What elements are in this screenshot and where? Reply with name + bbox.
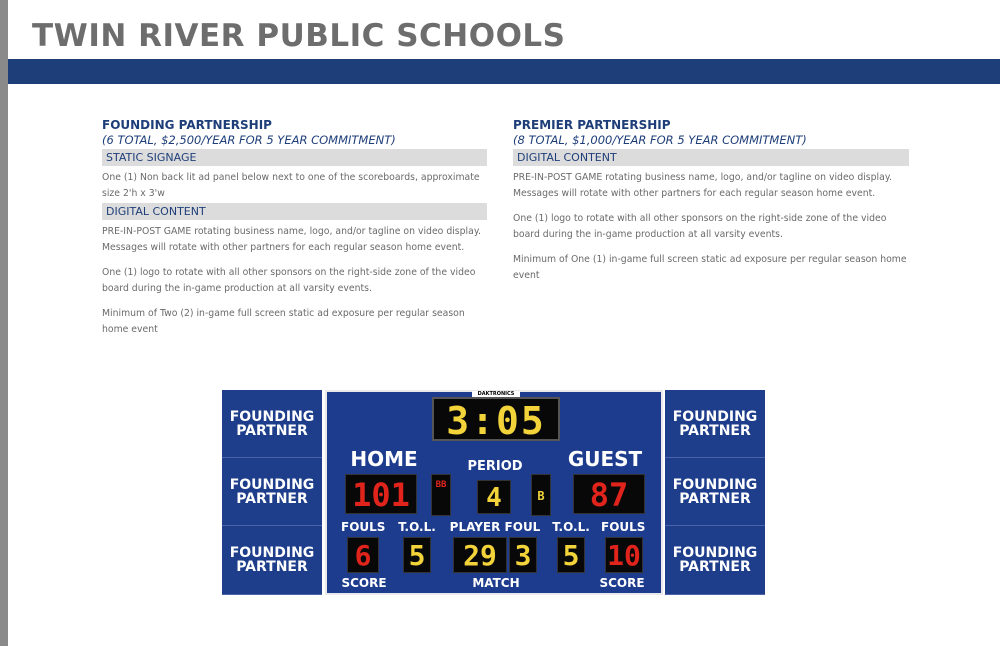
header-band	[8, 59, 1000, 84]
player-number: 29	[453, 537, 507, 573]
panel-line1: FOUNDING	[229, 476, 315, 493]
period-value: 4	[477, 480, 511, 514]
scoreboard-center	[325, 390, 663, 595]
founding-partner-panel	[665, 526, 765, 595]
static-signage-bar: STATIC SIGNAGE	[102, 149, 487, 166]
premier-digital-text-1: PRE-IN-POST GAME rotating business name, logo, and/or tagline on video display. Messages will rotate with other partners for each regular season home event.	[513, 172, 892, 199]
panel-line1: FOUNDING	[672, 545, 758, 561]
page-title: TWIN RIVER PUBLIC SCHOOLS	[32, 18, 566, 54]
founding-digital-text-3: Minimum of Two (2) in-game full screen static ad exposure per regular season home event	[102, 308, 465, 335]
panel-line2: PARTNER	[236, 490, 308, 507]
guest-fouls: 10	[605, 537, 643, 573]
home-fouls-label: FOULS	[341, 520, 386, 534]
founding-heading: FOUNDING PARTNERSHIP	[102, 118, 272, 132]
premier-digital-text-3: Minimum of One (1) in-game full screen static ad exposure per regular season home event	[513, 254, 907, 281]
panel-line2: PARTNER	[679, 559, 751, 575]
panel-line1: FOUNDING	[672, 408, 758, 425]
home-tol-label: T.O.L.	[398, 520, 436, 534]
home-tol: 5	[403, 537, 431, 573]
home-bonus: BB	[431, 474, 451, 516]
founding-section	[102, 118, 487, 337]
brand-label: DAKTRONICS	[472, 391, 520, 398]
panel-line1: FOUNDING	[672, 476, 758, 493]
founding-digital-text-2: One (1) logo to rotate with all other sponsors on the right-side zone of the video board during the in-game production at all varsity events.	[102, 267, 476, 294]
founding-partner-panel	[665, 390, 765, 458]
premier-terms: (8 TOTAL, $1,000/YEAR FOR 5 YEAR COMMITMENT)	[513, 133, 807, 147]
guest-tol-label: T.O.L.	[552, 520, 590, 534]
page	[8, 0, 1000, 646]
panel-line2: PARTNER	[236, 422, 308, 439]
home-fouls: 6	[347, 537, 379, 573]
panel-line1: FOUNDING	[229, 545, 315, 561]
founding-digital-bar: DIGITAL CONTENT	[102, 203, 487, 220]
premier-digital-text-2: One (1) logo to rotate with all other sponsors on the right-side zone of the video board during the in-game production at all varsity events.	[513, 213, 887, 240]
premier-heading: PREMIER PARTNERSHIP	[513, 118, 671, 132]
panel-line2: PARTNER	[679, 422, 751, 439]
scoreboard-illustration	[222, 390, 766, 595]
guest-label: GUEST	[567, 447, 643, 471]
player-foul-count: 3	[509, 537, 537, 573]
guest-score-label: SCORE	[599, 576, 645, 590]
premier-digital-bar: DIGITAL CONTENT	[513, 149, 909, 166]
period-label: PERIOD	[467, 459, 523, 474]
home-score: 101	[345, 474, 417, 514]
panel-line1: FOUNDING	[229, 408, 315, 425]
founding-partner-panel	[222, 526, 322, 595]
founding-terms: (6 TOTAL, $2,500/YEAR FOR 5 YEAR COMMITMENT)	[102, 133, 396, 147]
match-label: MATCH	[472, 576, 520, 590]
guest-tol: 5	[557, 537, 585, 573]
guest-fouls-label: FOULS	[601, 520, 646, 534]
founding-digital-text-1: PRE-IN-POST GAME rotating business name, logo, and/or tagline on video display. Messages will rotate with other partners for each regular season home event.	[102, 226, 481, 253]
static-signage-text: One (1) Non back lit ad panel below next to one of the scoreboards, approximate size 2'h x 3'w	[102, 172, 480, 199]
panel-line2: PARTNER	[236, 559, 308, 575]
premier-section	[513, 118, 909, 283]
founding-partner-panel	[222, 458, 322, 526]
home-label: HOME	[350, 447, 418, 471]
guest-score: 87	[573, 474, 645, 514]
game-clock: 3:05	[432, 397, 560, 441]
founding-partner-panel	[222, 390, 322, 458]
panel-line2: PARTNER	[679, 490, 751, 507]
home-score-label: SCORE	[341, 576, 387, 590]
player-foul-label: PLAYER FOUL	[449, 520, 541, 534]
guest-bonus: B	[531, 474, 551, 516]
founding-partner-panel	[665, 458, 765, 526]
